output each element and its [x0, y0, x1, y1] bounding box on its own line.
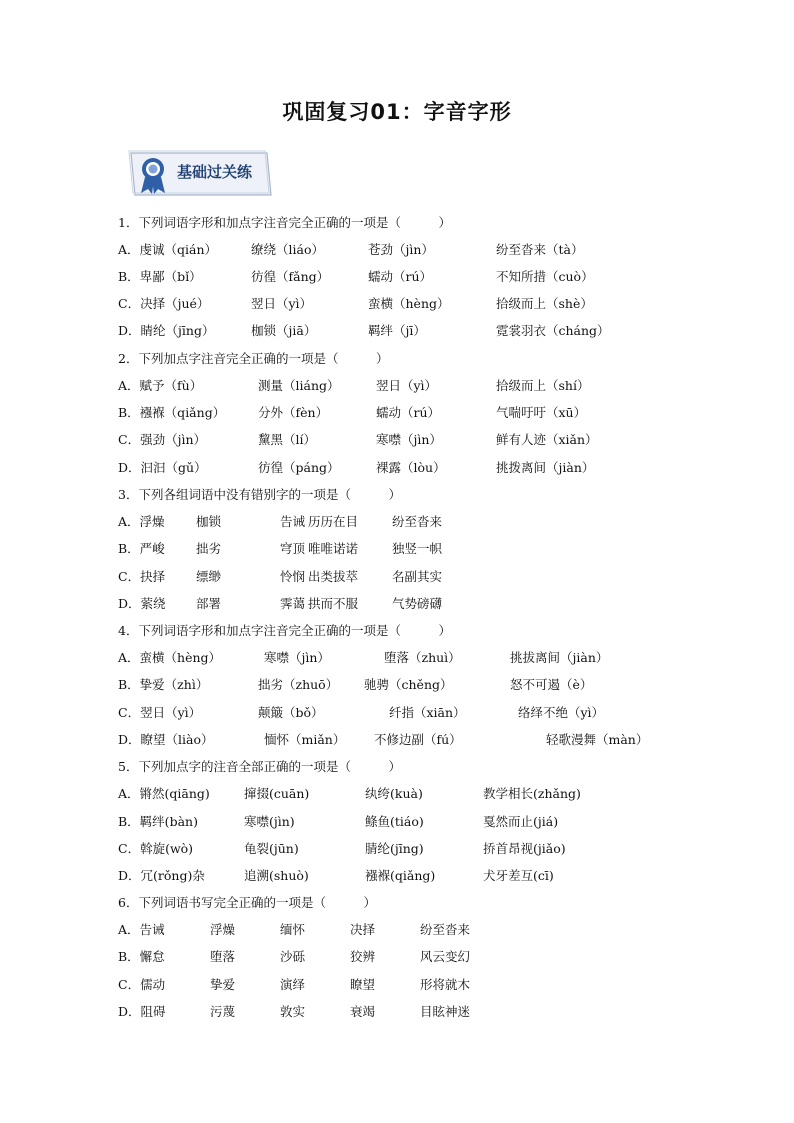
- option-row: [118, 321, 678, 341]
- option-term: 风云变幻: [420, 949, 471, 964]
- option-term: 气喘吁吁（xū）: [496, 405, 587, 420]
- option-term: 纷至沓来（tà）: [496, 242, 584, 257]
- option-term: 蠕动（rú）: [376, 405, 441, 420]
- option-term: 枷锁（jiā）: [251, 323, 317, 338]
- option-row: [118, 675, 678, 695]
- option-term: 告诫: [280, 514, 306, 529]
- option-row: [118, 458, 678, 478]
- option-term: 教学相长(zhǎng): [483, 786, 581, 801]
- option-label-term: C．儒动: [118, 977, 166, 992]
- option-label-term: C．抉择: [118, 569, 166, 584]
- option-term: 鲦鱼(tiáo): [365, 814, 424, 829]
- option-term: 独竖一帜: [392, 541, 443, 556]
- option-term: 蠕动（rú）: [368, 269, 433, 284]
- option-term: 名副其实: [392, 569, 443, 584]
- option-row: [118, 730, 678, 750]
- option-label-term: A．赋予（fù）: [118, 378, 203, 393]
- option-label-term: C．决择（jué）: [118, 296, 210, 311]
- option-term: 怒不可遏（è）: [510, 677, 593, 692]
- option-term: 气势磅礴: [392, 596, 443, 611]
- option-term: 挢首昂视(jiǎo): [483, 841, 566, 856]
- option-term: 沙砾: [280, 949, 306, 964]
- option-label-term: B．卑鄙（bǐ）: [118, 269, 202, 284]
- option-label-term: B．襁褓（qiǎng）: [118, 405, 226, 420]
- option-term: 浮燥: [210, 922, 236, 937]
- option-row: [118, 594, 678, 614]
- option-term: 彷徨（páng）: [258, 460, 340, 475]
- option-label-term: B．挚爱（zhì）: [118, 677, 209, 692]
- option-term: 寒噤（jìn）: [376, 432, 442, 447]
- option-term: 敦实: [280, 1004, 306, 1019]
- option-label-term: D．阻碍: [118, 1004, 166, 1019]
- option-row: [118, 267, 678, 287]
- option-term: 驰骋（chěng）: [364, 677, 453, 692]
- question-stem: 5．下列加点字的注音全部正确的一项是（ ）: [118, 759, 401, 774]
- option-row: [118, 512, 678, 532]
- option-label-term: C．斡旋(wò): [118, 841, 194, 856]
- question-stem: 4．下列词语字形和加点字注音完全正确的一项是（ ）: [118, 623, 451, 638]
- option-term: 纷至沓来: [420, 922, 471, 937]
- option-label-term: D．萦绕: [118, 596, 166, 611]
- option-term: 撺掇(cuān): [244, 786, 310, 801]
- option-term: 堕落（zhuì）: [384, 650, 461, 665]
- option-label-term: B．严峻: [118, 541, 165, 556]
- option-term: 测量（liáng）: [258, 378, 340, 393]
- option-term: 络绎不绝（yì）: [518, 705, 605, 720]
- option-term: 拾级而上（shí）: [496, 378, 590, 393]
- option-row: [118, 812, 678, 832]
- option-term: 纷至沓来: [392, 514, 443, 529]
- option-row: [118, 1002, 678, 1022]
- option-term: 追溯(shuò): [244, 868, 309, 883]
- option-row: [118, 240, 678, 260]
- option-term: 唯唯诺诺: [308, 541, 359, 556]
- option-row: [118, 947, 678, 967]
- option-label-term: A．蛮横（hèng）: [118, 650, 222, 665]
- option-term: 鲜有人迹（xiǎn）: [496, 432, 598, 447]
- option-term: 霁蔼: [280, 596, 306, 611]
- option-term: 不修边副（fú）: [374, 732, 462, 747]
- question-stem: 6．下列词语书写完全正确的一项是（ ）: [118, 895, 376, 910]
- option-term: 拙劣（zhuō）: [258, 677, 339, 692]
- option-term: 枷锁: [196, 514, 222, 529]
- option-label-term: C．翌日（yì）: [118, 705, 202, 720]
- option-term: 挚爱: [210, 977, 236, 992]
- option-term: 部署: [196, 596, 222, 611]
- option-row: [118, 703, 678, 723]
- option-term: 不知所措（cuò）: [496, 269, 594, 284]
- option-term: 拱而不服: [308, 596, 359, 611]
- option-label-term: C．强劲（jìn）: [118, 432, 206, 447]
- option-term: 缅怀: [280, 922, 306, 937]
- option-term: 挑拨离间（jiàn）: [496, 460, 595, 475]
- option-term: 颠簸（bǒ）: [258, 705, 324, 720]
- page-title: 巩固复习01：字音字形: [282, 100, 512, 124]
- option-label-term: D．汩汩（gǔ）: [118, 460, 207, 475]
- option-label-term: A．锵然(qiāng): [118, 786, 210, 801]
- option-row: [118, 975, 678, 995]
- option-term: 分外（fèn）: [258, 405, 329, 420]
- option-label-term: D．瞭望（liào）: [118, 732, 214, 747]
- option-row: [118, 567, 678, 587]
- option-term: 挑拔离间（jiàn）: [510, 650, 609, 665]
- option-term: 黧黑（lí）: [258, 432, 316, 447]
- option-term: 目眩神迷: [420, 1004, 471, 1019]
- option-term: 蛮横（hèng）: [368, 296, 450, 311]
- option-term: 纤指（xiān）: [389, 705, 466, 720]
- option-term: 决择: [350, 922, 376, 937]
- section-badge-label: 基础过关练: [177, 163, 253, 181]
- option-row: [118, 403, 678, 423]
- option-term: 寒噤(jìn): [244, 814, 295, 829]
- option-label-term: D．冗(rǒng)杂: [118, 868, 205, 883]
- option-term: 纨绔(kuà): [365, 786, 423, 801]
- option-term: 缭绕（liáo）: [251, 242, 324, 257]
- option-term: 拙劣: [196, 541, 222, 556]
- option-term: 衰竭: [350, 1004, 376, 1019]
- option-label-term: A．告诫: [118, 922, 165, 937]
- option-row: [118, 866, 678, 886]
- option-term: 腈纶(jīng): [365, 841, 424, 856]
- option-term: 寒噤（jìn）: [264, 650, 330, 665]
- option-term: 愐怀（miǎn）: [264, 732, 346, 747]
- option-term: 龟裂(jūn): [244, 841, 299, 856]
- option-term: 拾级而上（shè）: [496, 296, 593, 311]
- option-term: 羁绊（jī）: [368, 323, 426, 338]
- option-term: 怜悯: [280, 569, 306, 584]
- option-row: [118, 648, 678, 668]
- option-term: 出类拔萃: [308, 569, 359, 584]
- option-term: 污蔑: [210, 1004, 236, 1019]
- option-label-term: A．虔诚（qián）: [118, 242, 218, 257]
- option-label-term: B．羁绊(bàn): [118, 814, 198, 829]
- option-term: 苍劲（jìn）: [368, 242, 434, 257]
- option-term: 穹顶: [280, 541, 306, 556]
- option-term: 瞭望: [350, 977, 376, 992]
- option-row: [118, 294, 678, 314]
- option-term: 襁褓(qiǎng): [365, 868, 436, 883]
- option-term: 裸露（lòu）: [376, 460, 446, 475]
- option-row: [118, 430, 678, 450]
- question-stem: 2．下列加点字注音完全正确的一项是（ ）: [118, 351, 389, 366]
- option-label-term: A．浮燥: [118, 514, 165, 529]
- option-term: 演绎: [280, 977, 306, 992]
- option-term: 形将就木: [420, 977, 471, 992]
- option-term: 霓裳羽衣（cháng）: [496, 323, 610, 338]
- option-row: [118, 376, 678, 396]
- option-term: 彷徨（fǎng）: [251, 269, 330, 284]
- option-term: 轻歌漫舞（màn）: [546, 732, 649, 747]
- option-term: 翌日（yì）: [376, 378, 438, 393]
- option-term: 犬牙差互(cī): [483, 868, 554, 883]
- option-term: 历历在目: [308, 514, 359, 529]
- option-label-term: B．懈怠: [118, 949, 165, 964]
- option-term: 缥缈: [196, 569, 222, 584]
- option-row: [118, 920, 678, 940]
- option-row: [118, 539, 678, 559]
- option-row: [118, 839, 678, 859]
- option-label-term: D．睛纶（jīng）: [118, 323, 215, 338]
- option-term: 狡辨: [350, 949, 376, 964]
- question-stem: 3．下列各组词语中没有错别字的一项是（ ）: [118, 487, 401, 502]
- option-term: 戛然而止(jiá): [483, 814, 559, 829]
- option-row: [118, 784, 678, 804]
- option-term: 翌日（yì）: [251, 296, 313, 311]
- question-stem: 1．下列词语字形和加点字注音完全正确的一项是（ ）: [118, 215, 451, 230]
- option-term: 堕落: [210, 949, 236, 964]
